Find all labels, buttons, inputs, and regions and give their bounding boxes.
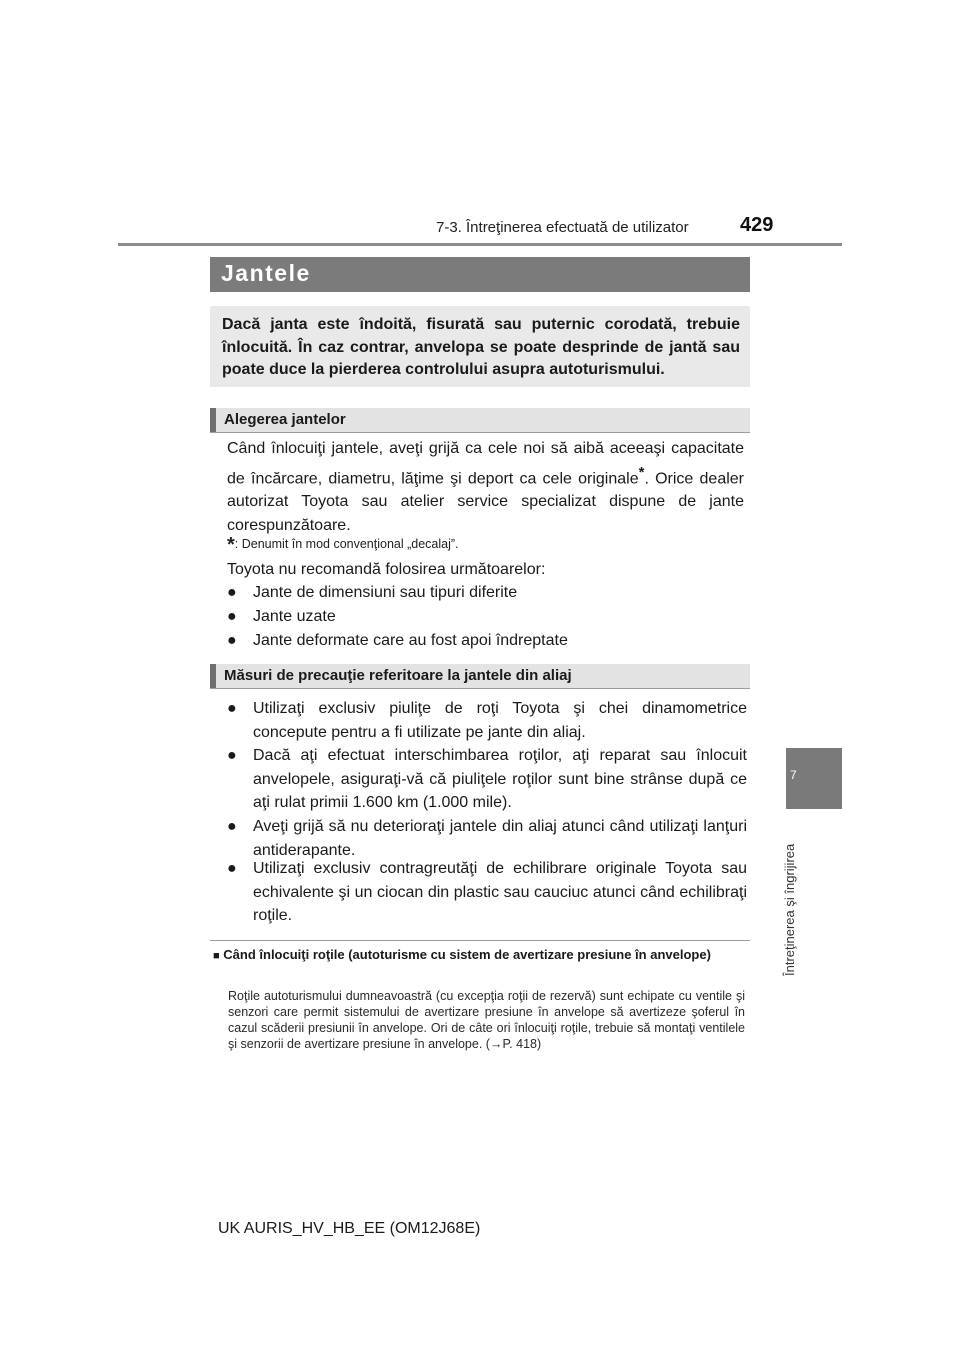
square-bullet-icon: ■	[213, 950, 220, 962]
header-divider	[118, 243, 842, 246]
chapter-number: 7	[790, 768, 797, 782]
list-item-text: Jante deformate care au fost apoi îndreptate	[253, 632, 568, 649]
list-item	[227, 581, 747, 605]
choosing-text-a: Când înlocuiţi jantele, aveţi grijă ca cele noi să aibă aceeaşi capacitate de încărcare, diametru, lăţime şi deport ca cele originale	[227, 440, 744, 487]
list-item	[227, 697, 747, 744]
footnote-star: *	[638, 463, 645, 481]
note-heading	[213, 947, 748, 964]
footnote-text: : Denumit în mod convenţional „decalaj”.	[234, 537, 459, 551]
choosing-paragraph	[227, 437, 744, 537]
intro-box	[210, 306, 750, 387]
footnote-marker: *	[227, 534, 235, 556]
list-item	[227, 857, 747, 928]
subheading-accent	[210, 408, 216, 432]
bullet-icon: ●	[227, 747, 237, 764]
subheading-text: Măsuri de precauţie referitoare la jantele din aliaj	[224, 667, 572, 684]
list-item-text: Utilizaţi exclusiv contragreutăţi de echilibrare originale Toyota sau echivalente şi un ciocan din plastic sau cauciuc atunci când echilibraţi roţile.	[253, 860, 747, 924]
list-item-text: Aveţi grijă să nu deterioraţi jantele din aliaj atunci când utilizaţi lanţuri antiderapante.	[253, 818, 747, 859]
choosing-text-b: . Orice dealer autorizat Toyota sau atelier service specializat dispune de jante corespunzătoare.	[227, 469, 744, 534]
section-title: 7-3. Întreţinerea efectuată de utilizator	[436, 219, 689, 236]
subheading-accent	[210, 664, 216, 688]
chapter-tab-label-wrap	[782, 826, 806, 976]
intro-text: Dacă janta este îndoită, fisurată sau puternic corodată, trebuie înlocuită. În caz contrar, anvelopa se poate desprinde de jantă sau poate duce la pierderea controlului asupra autoturismului.	[222, 316, 740, 378]
bullet-icon: ●	[227, 608, 237, 625]
list-item-text: Dacă aţi efectuat interschimbarea roţilor, aţi reparat sau înlocuit anvelopele, asiguraţi-vă că piuliţele roţilor sunt bine strânse după ce aţi rulat primii 1.600 km (1.000 mile).	[253, 747, 747, 811]
chapter-tab	[786, 748, 842, 809]
bullet-icon: ●	[227, 584, 237, 601]
note-divider	[210, 940, 750, 941]
subheading-alloy-precautions	[210, 664, 750, 689]
list-item	[227, 605, 747, 629]
document-code: UK AURIS_HV_HB_EE (OM12J68E)	[218, 1220, 481, 1237]
page-title-bar	[210, 257, 750, 292]
list-item-text: Utilizaţi exclusiv piuliţe de roţi Toyota şi chei dinamometrice concepute pentru a fi utilizate pe jante din aliaj.	[253, 700, 747, 741]
list-item-text: Jante de dimensiuni sau tipuri diferite	[253, 584, 518, 601]
page-title: Jantele	[221, 260, 311, 286]
list-item	[227, 744, 747, 815]
bullet-icon: ●	[227, 860, 237, 877]
note-heading-text: Când înlocuiţi roţile (autoturisme cu sistem de avertizare presiune în anvelope)	[223, 947, 711, 962]
list-item-text: Jante uzate	[253, 608, 336, 625]
subheading-text: Alegerea jantelor	[224, 411, 346, 428]
list-intro: Toyota nu recomandă folosirea următoarelor:	[227, 561, 546, 578]
page-number: 429	[740, 214, 774, 236]
bullet-icon: ●	[227, 818, 237, 835]
bullet-icon: ●	[227, 632, 237, 649]
chapter-label: Întreţinerea şi îngrijirea	[782, 843, 797, 976]
note-body: Roţile autoturismului dumneavoastră (cu excepţia roţii de rezervă) sunt echipate cu ventile şi senzori care permit sistemului de avertizare presiune în anvelope să avertizeze şoferul în cazul scăderii presiunii în anvelope. Ori de câte ori înlocuiţi roţile, trebuie să montaţi ventilele şi senzorii de avertizare presiune în anvelope. (→P. 418)	[228, 989, 745, 1051]
subheading-choosing-wheels	[210, 408, 750, 433]
list-item	[227, 815, 747, 862]
bullet-icon: ●	[227, 700, 237, 717]
list-item	[227, 629, 747, 653]
footnote	[227, 534, 459, 557]
